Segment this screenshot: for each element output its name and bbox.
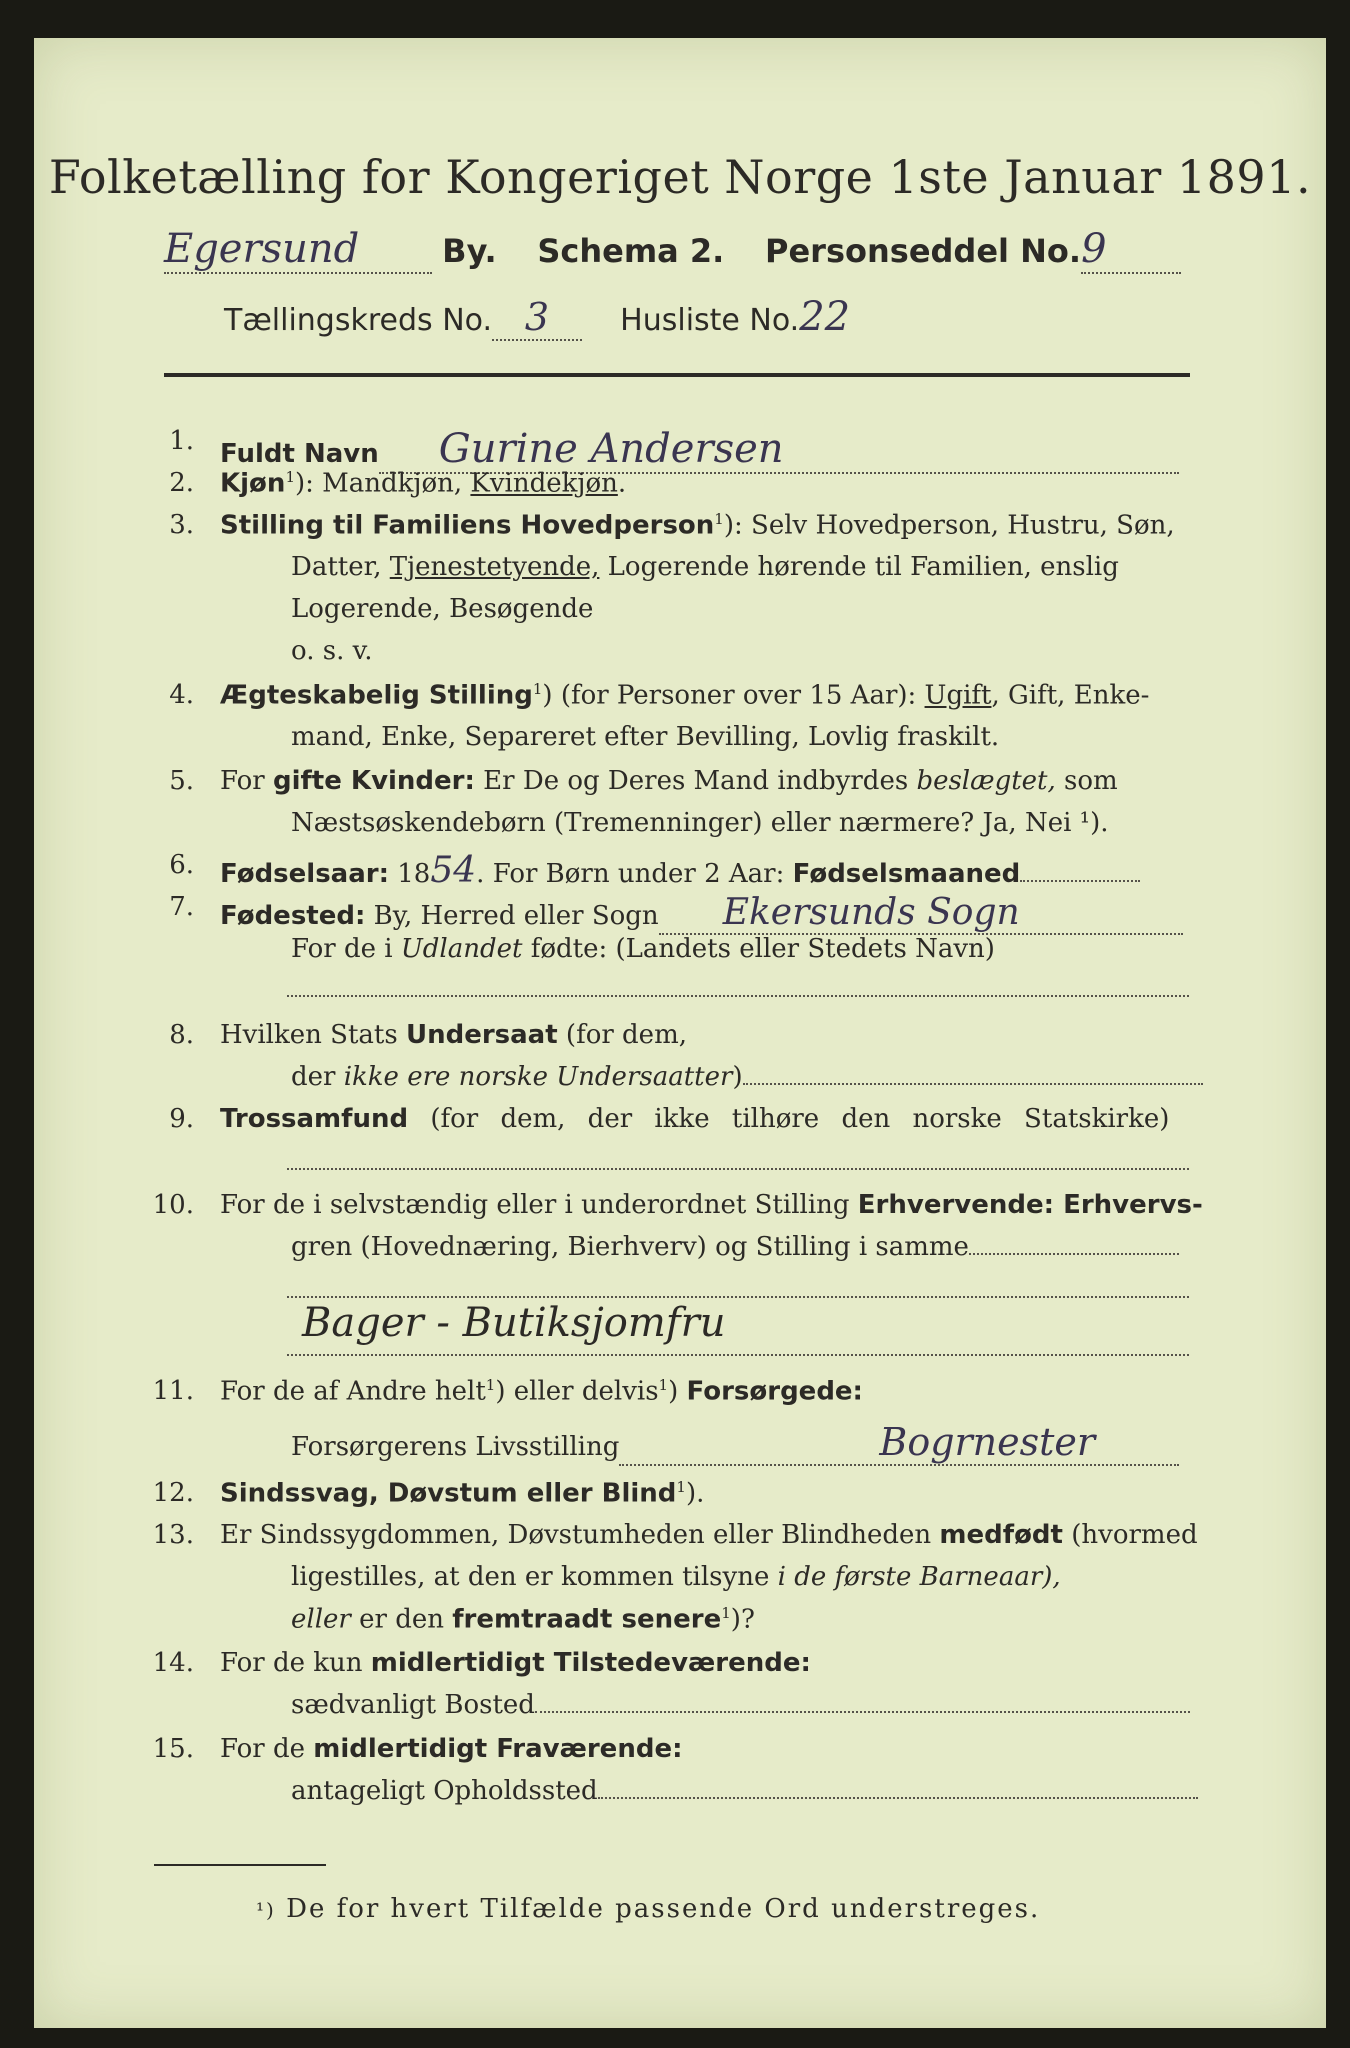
- q10-text-2: gren (Hovednæring, Bierhverv) og Stilling i samme: [291, 1232, 969, 1262]
- q5-number: 5.: [169, 766, 194, 796]
- q2-row: [220, 468, 626, 499]
- personseddel-label: Personseddel No.: [765, 232, 1082, 270]
- q13-text-1a: Er Sindssygdommen, Døvstumheden eller Blindheden: [220, 1520, 940, 1550]
- q7-number: 7.: [169, 892, 194, 922]
- kreds-no: 3: [492, 295, 582, 341]
- q2-text-c: .: [617, 468, 627, 499]
- q14-text-2: sædvanligt Bosted: [291, 1690, 535, 1720]
- q5-text-1c: som: [1055, 766, 1118, 796]
- personseddel-no: 9: [1081, 226, 1181, 274]
- q7-text-1: By, Herred eller Sogn: [365, 901, 659, 931]
- q3-text-2b: Tjenestetyende,: [389, 552, 600, 582]
- town-answer: Egersund: [164, 226, 432, 274]
- q6-month-blank: [1020, 880, 1140, 882]
- q11-text-1a: For de af Andre helt: [220, 1376, 486, 1407]
- q6-label-2: Fødselsmaaned: [792, 859, 1021, 889]
- q2-label: Kjøn: [220, 468, 286, 499]
- q1-row: [220, 426, 1179, 474]
- footnote-text: De for hvert Tilfælde passende Ord understreges.: [275, 1894, 1041, 1924]
- footnote-divider: [154, 1864, 326, 1866]
- q6-row: [220, 850, 1140, 891]
- q2-text-underlined: Kvindekjøn: [470, 468, 618, 499]
- q3-row-1: [220, 510, 1175, 541]
- q8-text-1a: Hvilken Stats: [220, 1020, 406, 1050]
- q7-label: Fødested:: [220, 901, 366, 931]
- q6-number: 6.: [169, 850, 194, 880]
- q10-blank: [969, 1253, 1179, 1255]
- q6-year-prefix: 18: [397, 859, 431, 889]
- q11-number: 11.: [152, 1376, 194, 1406]
- q8-text-1b: Undersaat: [405, 1020, 558, 1050]
- q10-text-1b: Erhvervende:: [857, 1190, 1055, 1220]
- q14-row-1: [220, 1648, 811, 1678]
- q10-row-1: [220, 1190, 1203, 1220]
- q14-row-2: [291, 1690, 1190, 1720]
- q7-blank-line: [287, 995, 1189, 997]
- q10-blank-line-2: [287, 1354, 1189, 1356]
- q6-label: Fødselsaar:: [220, 859, 389, 889]
- q3-row-3: Logerende, Besøgende: [291, 594, 594, 624]
- q15-text-1b: midlertidigt Fraværende:: [313, 1734, 683, 1764]
- q10-number: 10.: [152, 1190, 194, 1220]
- q10-answer: Bager - Butiksjomfru: [302, 1300, 726, 1346]
- q4-text-1c: , Gift, Enke-: [991, 680, 1150, 711]
- q9-text: (for dem, der ikke tilhøre den norske Statskirke): [408, 1104, 1170, 1134]
- q7-row-1: [220, 892, 1183, 935]
- q15-row-1: [220, 1734, 682, 1764]
- q15-row-2: [291, 1776, 1198, 1806]
- by-label: By.: [442, 232, 497, 270]
- q2-sup: 1: [285, 468, 295, 486]
- q3-sup: 1: [714, 510, 724, 528]
- q13-text-2b: i de første Barneaar),: [777, 1562, 1061, 1592]
- q1-answer: Gurine Andersen: [379, 426, 1179, 474]
- q6-text: . For Børn under 2 Aar:: [476, 859, 793, 889]
- q3-text-2a: Datter,: [291, 552, 390, 582]
- q8-text-2a: der: [291, 1062, 344, 1092]
- q11-text-2: Forsørgerens Livsstilling: [291, 1432, 620, 1462]
- q13-text-3c: fremtraadt senere: [452, 1604, 722, 1635]
- q3-row-2: [291, 552, 1119, 582]
- q7-text-2b: Udlandet: [400, 934, 523, 964]
- q4-text-1a: ) (for Personer over 15 Aar):: [542, 680, 925, 711]
- q7-row-2: [291, 934, 995, 964]
- q5-text-1b: beslægtet,: [916, 766, 1056, 796]
- schema-label: Schema 2.: [537, 232, 725, 270]
- q13-text-1b: medfødt: [939, 1520, 1063, 1550]
- husliste-label: Husliste No.: [620, 303, 800, 338]
- q5-label-b: gifte Kvinder:: [272, 766, 475, 796]
- q13-text-3d: )?: [730, 1604, 755, 1635]
- q4-sup: 1: [532, 680, 543, 698]
- q11-row-2: [291, 1420, 1179, 1466]
- q15-text-2: antageligt Opholdssted: [291, 1776, 598, 1806]
- q9-row: [220, 1104, 1169, 1134]
- q13-number: 13.: [152, 1520, 194, 1550]
- q8-row-2: [291, 1062, 1203, 1092]
- q11-text-1c: ): [668, 1376, 687, 1407]
- q10-text-1a: For de i selvstændig eller i underordnet Stilling: [220, 1190, 858, 1220]
- q8-text-1c: (for dem,: [557, 1020, 687, 1050]
- q5-row-1: [220, 766, 1118, 796]
- q3-label: Stilling til Familiens Hovedperson: [220, 510, 715, 541]
- q11-answer: Bogrnester: [619, 1420, 1179, 1466]
- q12-row: [220, 1478, 704, 1509]
- q13-text-2a: ligestilles, at den er kommen tilsyne: [291, 1562, 778, 1592]
- q3-text-2c: Logerende hørende til Familien, enslig: [599, 552, 1119, 582]
- q8-text-2b: ikke ere norske Undersaatter: [343, 1062, 733, 1092]
- q13-sup: 1: [721, 1604, 731, 1622]
- q14-blank: [535, 1711, 1190, 1713]
- q13-row-3: [291, 1604, 755, 1635]
- q4-text-1b: Ugift: [924, 680, 992, 711]
- q4-label: Ægteskabelig Stilling: [220, 680, 533, 711]
- q12-sup: 1: [676, 1478, 686, 1496]
- q8-blank: [743, 1083, 1203, 1085]
- q4-row-2: mand, Enke, Separeret efter Bevilling, Lovlig fraskilt.: [291, 722, 1000, 752]
- husliste-no: 22: [799, 294, 851, 340]
- q6-year-answer: 54: [430, 850, 477, 891]
- q10-blank-line-1: [287, 1296, 1189, 1298]
- q4-number: 4.: [169, 680, 194, 710]
- q8-text-2c: ): [732, 1062, 743, 1092]
- census-form-sheet: [34, 38, 1326, 2028]
- q8-row-1: [220, 1020, 687, 1050]
- q7-answer: Ekersunds Sogn: [659, 892, 1183, 935]
- footnote-marker: ¹): [256, 1898, 276, 1922]
- q14-number: 14.: [152, 1648, 194, 1678]
- q10-row-2: [291, 1232, 1179, 1262]
- q1-number: 1.: [169, 426, 194, 456]
- q11-row-1: [220, 1376, 863, 1407]
- q11-sup-1: 1: [485, 1376, 496, 1394]
- kreds-label: Tællingskreds No.: [224, 303, 492, 338]
- q13-text-3a: eller: [291, 1604, 351, 1635]
- q12-text: ).: [685, 1478, 705, 1509]
- q10-text-1c: Erhvervs-: [1054, 1190, 1203, 1220]
- q15-number: 15.: [152, 1734, 194, 1764]
- q2-number: 2.: [169, 468, 194, 498]
- q13-row-2: [291, 1562, 1061, 1592]
- q11-text-1b: ) eller delvis: [495, 1376, 659, 1407]
- q11-sup-2: 1: [658, 1376, 669, 1394]
- q14-text-1a: For de kun: [220, 1648, 371, 1678]
- q3-text-1: ): Selv Hovedperson, Hustru, Søn,: [723, 510, 1175, 541]
- q13-text-3b: er den: [350, 1604, 453, 1635]
- header-line-town: [164, 226, 1181, 274]
- q7-text-2c: fødte: (Landets eller Stedets Navn): [522, 934, 995, 964]
- q15-text-1a: For de: [220, 1734, 314, 1764]
- q5-label-a: For: [220, 766, 273, 796]
- q2-text-a: ): Mandkjøn,: [294, 468, 471, 499]
- header-line-kreds: [224, 294, 850, 341]
- q9-blank-line: [287, 1168, 1189, 1170]
- q13-text-1c: (hvormed: [1062, 1520, 1198, 1550]
- q15-blank: [598, 1797, 1198, 1799]
- q8-number: 8.: [169, 1020, 194, 1050]
- q9-label: Trossamfund: [220, 1104, 409, 1134]
- q11-label: Forsørgede:: [686, 1376, 863, 1407]
- q12-label: Sindssvag, Døvstum eller Blind: [220, 1478, 677, 1509]
- q13-row-1: [220, 1520, 1198, 1550]
- form-title: Folketælling for Kongeriget Norge 1ste Januar 1891.: [48, 150, 1312, 204]
- q3-number: 3.: [169, 510, 194, 540]
- q12-number: 12.: [152, 1478, 194, 1508]
- header-divider: [164, 373, 1190, 377]
- q7-text-2a: For de i: [291, 934, 401, 964]
- q5-text-1a: Er De og Deres Mand indbyrdes: [474, 766, 917, 796]
- q5-row-2: Næstsøskendebørn (Tremenninger) eller nærmere? Ja, Nei ¹).: [291, 808, 1109, 838]
- q3-row-4: o. s. v.: [291, 636, 373, 666]
- q9-number: 9.: [169, 1104, 194, 1134]
- q4-row-1: [220, 680, 1149, 711]
- q14-text-1b: midlertidigt Tilstedeværende:: [370, 1648, 811, 1678]
- footnote: [256, 1894, 1040, 1924]
- q1-label: Fuldt Navn: [220, 439, 379, 469]
